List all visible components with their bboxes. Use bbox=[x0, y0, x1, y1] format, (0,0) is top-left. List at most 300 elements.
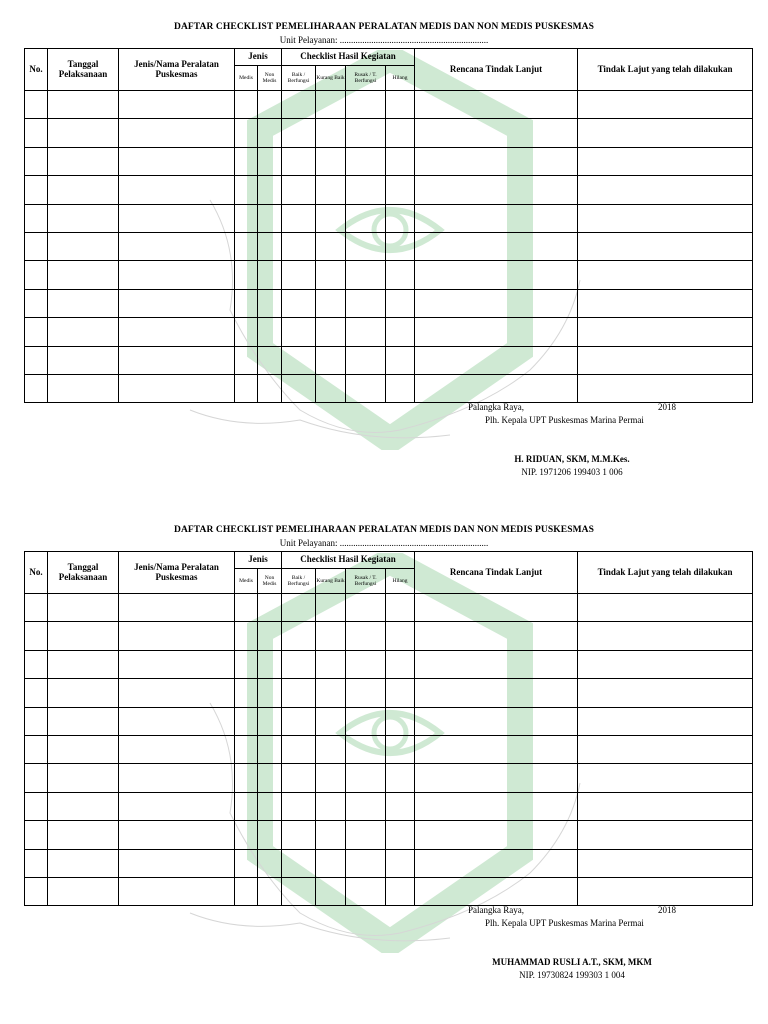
table-cell[interactable] bbox=[119, 374, 235, 402]
table-cell[interactable] bbox=[578, 176, 753, 204]
table-cell[interactable] bbox=[25, 374, 48, 402]
table-row bbox=[25, 147, 753, 175]
table-cell[interactable] bbox=[235, 821, 258, 849]
table-cell[interactable] bbox=[346, 679, 386, 707]
col-header-hilang: Hilang bbox=[386, 66, 415, 91]
table-cell[interactable] bbox=[119, 261, 235, 289]
table-cell[interactable] bbox=[415, 147, 578, 175]
table-cell[interactable] bbox=[578, 261, 753, 289]
table-cell[interactable] bbox=[25, 346, 48, 374]
table-cell[interactable] bbox=[346, 232, 386, 260]
table-cell[interactable] bbox=[25, 91, 48, 119]
table-cell[interactable] bbox=[48, 374, 119, 402]
table-cell[interactable] bbox=[282, 346, 316, 374]
table-cell[interactable] bbox=[386, 821, 415, 849]
col-header-medis: Medis bbox=[235, 66, 258, 91]
table-cell[interactable] bbox=[282, 792, 316, 820]
table-cell[interactable] bbox=[25, 261, 48, 289]
table-cell[interactable] bbox=[346, 622, 386, 650]
table-cell[interactable] bbox=[282, 594, 316, 622]
col-header-baik: Baik / Berfungsi bbox=[282, 66, 316, 91]
table-cell[interactable] bbox=[316, 735, 346, 763]
table-row bbox=[25, 849, 753, 877]
table-cell[interactable] bbox=[386, 849, 415, 877]
table-cell[interactable] bbox=[316, 764, 346, 792]
table-cell[interactable] bbox=[346, 119, 386, 147]
table-cell[interactable] bbox=[119, 594, 235, 622]
table-cell[interactable] bbox=[48, 622, 119, 650]
table-cell[interactable] bbox=[48, 261, 119, 289]
table-cell[interactable] bbox=[119, 119, 235, 147]
table-cell[interactable] bbox=[386, 289, 415, 317]
table-row bbox=[25, 374, 753, 402]
table-cell[interactable] bbox=[346, 204, 386, 232]
table-cell[interactable] bbox=[316, 849, 346, 877]
table-cell[interactable] bbox=[258, 147, 282, 175]
table-cell[interactable] bbox=[25, 176, 48, 204]
table-cell[interactable] bbox=[119, 91, 235, 119]
table-cell[interactable] bbox=[25, 679, 48, 707]
table-cell[interactable] bbox=[119, 204, 235, 232]
table-cell[interactable] bbox=[235, 232, 258, 260]
table-cell[interactable] bbox=[386, 176, 415, 204]
table-cell[interactable] bbox=[25, 147, 48, 175]
table-cell[interactable] bbox=[235, 147, 258, 175]
table-cell[interactable] bbox=[235, 735, 258, 763]
table-cell[interactable] bbox=[578, 707, 753, 735]
table-cell[interactable] bbox=[346, 707, 386, 735]
table-cell[interactable] bbox=[316, 707, 346, 735]
table-cell[interactable] bbox=[235, 679, 258, 707]
table-cell[interactable] bbox=[282, 261, 316, 289]
table-cell[interactable] bbox=[316, 594, 346, 622]
table-cell[interactable] bbox=[415, 204, 578, 232]
table-cell[interactable] bbox=[119, 232, 235, 260]
col-header-jenis: Jenis bbox=[235, 552, 282, 569]
table-cell[interactable] bbox=[316, 176, 346, 204]
table-cell[interactable] bbox=[578, 289, 753, 317]
table-row bbox=[25, 792, 753, 820]
table-cell[interactable] bbox=[346, 374, 386, 402]
table-cell[interactable] bbox=[235, 792, 258, 820]
table-row bbox=[25, 650, 753, 678]
col-header-medis: Medis bbox=[235, 569, 258, 594]
table-cell[interactable] bbox=[316, 622, 346, 650]
table-cell[interactable] bbox=[578, 650, 753, 678]
table-cell[interactable] bbox=[282, 119, 316, 147]
table-cell[interactable] bbox=[415, 877, 578, 905]
unit-pelayanan-label: Unit Pelayanan: .................................................................. bbox=[279, 35, 489, 45]
col-header-kurang: Kurang Baik bbox=[316, 66, 346, 91]
col-header-hilang: Hilang bbox=[386, 569, 415, 594]
table-cell[interactable] bbox=[235, 707, 258, 735]
table-cell[interactable] bbox=[48, 318, 119, 346]
table-cell[interactable] bbox=[235, 764, 258, 792]
col-header-non-medis: Non Medis bbox=[258, 569, 282, 594]
table-cell[interactable] bbox=[282, 289, 316, 317]
table-cell[interactable] bbox=[415, 735, 578, 763]
table-cell[interactable] bbox=[119, 792, 235, 820]
table-cell[interactable] bbox=[119, 176, 235, 204]
table-cell[interactable] bbox=[316, 232, 346, 260]
signature-name: H. RIDUAN, SKM, M.M.Kes. bbox=[514, 454, 630, 464]
table-cell[interactable] bbox=[346, 877, 386, 905]
table-cell[interactable] bbox=[346, 792, 386, 820]
table-cell[interactable] bbox=[282, 650, 316, 678]
table-cell[interactable] bbox=[415, 176, 578, 204]
table-cell[interactable] bbox=[316, 261, 346, 289]
unit-pelayanan-label: Unit Pelayanan: .................................................................. bbox=[279, 538, 489, 548]
table-cell[interactable] bbox=[282, 204, 316, 232]
col-header-tanggal: Tanggal Pelaksanaan bbox=[48, 552, 119, 594]
col-header-non-medis: Non Medis bbox=[258, 66, 282, 91]
table-cell[interactable] bbox=[119, 650, 235, 678]
table-cell[interactable] bbox=[119, 764, 235, 792]
table-cell[interactable] bbox=[258, 735, 282, 763]
table-cell[interactable] bbox=[316, 374, 346, 402]
table-cell[interactable] bbox=[258, 176, 282, 204]
table-cell[interactable] bbox=[25, 735, 48, 763]
table-cell[interactable] bbox=[25, 849, 48, 877]
table-cell[interactable] bbox=[119, 735, 235, 763]
table-cell[interactable] bbox=[48, 594, 119, 622]
table-cell[interactable] bbox=[578, 91, 753, 119]
table-cell[interactable] bbox=[282, 91, 316, 119]
table-cell[interactable] bbox=[48, 707, 119, 735]
table-cell[interactable] bbox=[258, 346, 282, 374]
table-cell[interactable] bbox=[346, 849, 386, 877]
table-cell[interactable] bbox=[119, 622, 235, 650]
table-cell[interactable] bbox=[346, 318, 386, 346]
table-cell[interactable] bbox=[25, 877, 48, 905]
table-cell[interactable] bbox=[235, 176, 258, 204]
table-cell[interactable] bbox=[48, 877, 119, 905]
table-cell[interactable] bbox=[578, 147, 753, 175]
table-cell[interactable] bbox=[25, 232, 48, 260]
table-cell[interactable] bbox=[25, 622, 48, 650]
table-cell[interactable] bbox=[48, 792, 119, 820]
table-cell[interactable] bbox=[578, 204, 753, 232]
table-cell[interactable] bbox=[235, 119, 258, 147]
table-cell[interactable] bbox=[316, 289, 346, 317]
table-cell[interactable] bbox=[386, 764, 415, 792]
signature-nip: NIP. 19730824 199303 1 004 bbox=[519, 970, 625, 980]
table-cell[interactable] bbox=[386, 877, 415, 905]
table-cell[interactable] bbox=[316, 821, 346, 849]
col-header-no: No. bbox=[25, 552, 48, 594]
table-cell[interactable] bbox=[386, 91, 415, 119]
table-cell[interactable] bbox=[415, 261, 578, 289]
checklist-table bbox=[24, 48, 753, 403]
table-cell[interactable] bbox=[235, 289, 258, 317]
table-cell[interactable] bbox=[346, 764, 386, 792]
table-row bbox=[25, 821, 753, 849]
table-cell[interactable] bbox=[386, 679, 415, 707]
table-cell[interactable] bbox=[578, 821, 753, 849]
table-body bbox=[25, 594, 753, 906]
table-cell[interactable] bbox=[386, 318, 415, 346]
table-cell[interactable] bbox=[415, 119, 578, 147]
table-cell[interactable] bbox=[48, 176, 119, 204]
table-cell[interactable] bbox=[258, 821, 282, 849]
table-cell[interactable] bbox=[235, 261, 258, 289]
table-cell[interactable] bbox=[48, 119, 119, 147]
table-cell[interactable] bbox=[48, 735, 119, 763]
table-cell[interactable] bbox=[386, 147, 415, 175]
table-cell[interactable] bbox=[282, 622, 316, 650]
table-cell[interactable] bbox=[119, 289, 235, 317]
table-cell[interactable] bbox=[235, 650, 258, 678]
table-cell[interactable] bbox=[316, 91, 346, 119]
table-cell[interactable] bbox=[48, 232, 119, 260]
form-title: DAFTAR CHECKLIST PEMELIHARAAN PERALATAN MEDIS DAN NON MEDIS PUSKESMAS bbox=[173, 525, 594, 535]
table-cell[interactable] bbox=[48, 764, 119, 792]
table-cell[interactable] bbox=[258, 622, 282, 650]
table-cell[interactable] bbox=[119, 849, 235, 877]
table-cell[interactable] bbox=[235, 91, 258, 119]
table-row bbox=[25, 232, 753, 260]
table-cell[interactable] bbox=[386, 261, 415, 289]
table-cell[interactable] bbox=[25, 707, 48, 735]
table-row bbox=[25, 594, 753, 622]
form-title: DAFTAR CHECKLIST PEMELIHARAAN PERALATAN MEDIS DAN NON MEDIS PUSKESMAS bbox=[173, 22, 594, 32]
table-cell[interactable] bbox=[346, 650, 386, 678]
table-cell[interactable] bbox=[25, 204, 48, 232]
table-row bbox=[25, 707, 753, 735]
table-cell[interactable] bbox=[235, 374, 258, 402]
table-cell[interactable] bbox=[258, 707, 282, 735]
table-cell[interactable] bbox=[48, 91, 119, 119]
table-cell[interactable] bbox=[119, 707, 235, 735]
table-cell[interactable] bbox=[316, 119, 346, 147]
table-cell[interactable] bbox=[25, 792, 48, 820]
table-cell[interactable] bbox=[386, 346, 415, 374]
table-row bbox=[25, 289, 753, 317]
table-cell[interactable] bbox=[386, 707, 415, 735]
table-cell[interactable] bbox=[316, 204, 346, 232]
col-header-baik: Baik / Berfungsi bbox=[282, 569, 316, 594]
signature-city: Palangka Raya, bbox=[468, 402, 524, 412]
table-cell[interactable] bbox=[386, 594, 415, 622]
col-header-rusak: Rusak / T. Berfungsi bbox=[346, 66, 386, 91]
table-cell[interactable] bbox=[258, 289, 282, 317]
table-cell[interactable] bbox=[316, 650, 346, 678]
col-header-jenis: Jenis bbox=[235, 49, 282, 66]
table-cell[interactable] bbox=[282, 147, 316, 175]
signature-city: Palangka Raya, bbox=[468, 905, 524, 915]
col-header-rencana: Rencana Tindak Lanjut bbox=[415, 49, 578, 91]
table-cell[interactable] bbox=[578, 764, 753, 792]
table-cell[interactable] bbox=[415, 346, 578, 374]
table-cell[interactable] bbox=[25, 318, 48, 346]
table-cell[interactable] bbox=[119, 147, 235, 175]
table-cell[interactable] bbox=[235, 346, 258, 374]
table-cell[interactable] bbox=[48, 204, 119, 232]
table-cell[interactable] bbox=[258, 792, 282, 820]
table-cell[interactable] bbox=[386, 792, 415, 820]
signature-nip: NIP. 1971206 199403 1 006 bbox=[521, 467, 623, 477]
table-cell[interactable] bbox=[258, 119, 282, 147]
table-row bbox=[25, 735, 753, 763]
table-cell[interactable] bbox=[346, 261, 386, 289]
table-cell[interactable] bbox=[48, 650, 119, 678]
table-cell[interactable] bbox=[235, 204, 258, 232]
col-header-jenis-nama: Jenis/Nama Peralatan Puskesmas bbox=[119, 552, 235, 594]
table-cell[interactable] bbox=[316, 318, 346, 346]
col-header-tindak: Tindak Lajut yang telah dilakukan bbox=[578, 552, 753, 594]
table-cell[interactable] bbox=[415, 594, 578, 622]
table-cell[interactable] bbox=[578, 594, 753, 622]
table-cell[interactable] bbox=[235, 622, 258, 650]
table-row bbox=[25, 877, 753, 905]
table-cell[interactable] bbox=[25, 119, 48, 147]
table-cell[interactable] bbox=[258, 91, 282, 119]
table-cell[interactable] bbox=[346, 91, 386, 119]
table-cell[interactable] bbox=[346, 594, 386, 622]
table-cell[interactable] bbox=[282, 232, 316, 260]
checklist-table bbox=[24, 551, 753, 906]
table-cell[interactable] bbox=[578, 346, 753, 374]
table-cell[interactable] bbox=[258, 374, 282, 402]
table-cell[interactable] bbox=[415, 232, 578, 260]
table-cell[interactable] bbox=[258, 877, 282, 905]
table-cell[interactable] bbox=[258, 318, 282, 346]
table-cell[interactable] bbox=[386, 374, 415, 402]
table-cell[interactable] bbox=[119, 679, 235, 707]
table-cell[interactable] bbox=[578, 119, 753, 147]
checklist-form-1 bbox=[0, 0, 768, 490]
table-cell[interactable] bbox=[386, 622, 415, 650]
table-cell[interactable] bbox=[386, 204, 415, 232]
table-cell[interactable] bbox=[235, 877, 258, 905]
col-header-tindak: Tindak Lajut yang telah dilakukan bbox=[578, 49, 753, 91]
table-cell[interactable] bbox=[258, 204, 282, 232]
table-cell[interactable] bbox=[282, 176, 316, 204]
table-cell[interactable] bbox=[119, 346, 235, 374]
table-cell[interactable] bbox=[48, 849, 119, 877]
table-cell[interactable] bbox=[48, 821, 119, 849]
table-cell[interactable] bbox=[415, 374, 578, 402]
table-cell[interactable] bbox=[346, 176, 386, 204]
table-cell[interactable] bbox=[578, 877, 753, 905]
table-cell[interactable] bbox=[316, 679, 346, 707]
table-cell[interactable] bbox=[415, 650, 578, 678]
col-header-tanggal: Tanggal Pelaksanaan bbox=[48, 49, 119, 91]
table-cell[interactable] bbox=[415, 821, 578, 849]
table-cell[interactable] bbox=[415, 707, 578, 735]
table-cell[interactable] bbox=[235, 849, 258, 877]
col-header-rencana: Rencana Tindak Lanjut bbox=[415, 552, 578, 594]
table-cell[interactable] bbox=[258, 849, 282, 877]
table-cell[interactable] bbox=[346, 346, 386, 374]
table-cell[interactable] bbox=[119, 877, 235, 905]
checklist-form-2 bbox=[0, 503, 768, 993]
table-row bbox=[25, 119, 753, 147]
table-cell[interactable] bbox=[578, 622, 753, 650]
table-cell[interactable] bbox=[119, 821, 235, 849]
table-cell[interactable] bbox=[316, 792, 346, 820]
table-cell[interactable] bbox=[386, 232, 415, 260]
table-row bbox=[25, 204, 753, 232]
table-cell[interactable] bbox=[48, 289, 119, 317]
table-cell[interactable] bbox=[282, 374, 316, 402]
table-cell[interactable] bbox=[415, 679, 578, 707]
table-cell[interactable] bbox=[346, 147, 386, 175]
table-row bbox=[25, 318, 753, 346]
table-cell[interactable] bbox=[235, 594, 258, 622]
table-cell[interactable] bbox=[578, 679, 753, 707]
table-cell[interactable] bbox=[415, 849, 578, 877]
table-cell[interactable] bbox=[578, 318, 753, 346]
col-header-checklist: Checklist Hasil Kegiatan bbox=[282, 552, 415, 569]
table-cell[interactable] bbox=[386, 650, 415, 678]
table-row bbox=[25, 622, 753, 650]
table-cell[interactable] bbox=[258, 679, 282, 707]
table-cell[interactable] bbox=[346, 289, 386, 317]
table-cell[interactable] bbox=[282, 877, 316, 905]
table-cell[interactable] bbox=[346, 735, 386, 763]
table-cell[interactable] bbox=[386, 119, 415, 147]
signature-year: 2018 bbox=[658, 402, 676, 412]
table-cell[interactable] bbox=[119, 318, 235, 346]
table-cell[interactable] bbox=[25, 764, 48, 792]
table-cell[interactable] bbox=[415, 622, 578, 650]
table-cell[interactable] bbox=[415, 318, 578, 346]
table-cell[interactable] bbox=[25, 289, 48, 317]
table-cell[interactable] bbox=[25, 594, 48, 622]
table-cell[interactable] bbox=[25, 821, 48, 849]
table-cell[interactable] bbox=[25, 650, 48, 678]
table-cell[interactable] bbox=[578, 374, 753, 402]
table-cell[interactable] bbox=[258, 594, 282, 622]
table-cell[interactable] bbox=[415, 764, 578, 792]
table-cell[interactable] bbox=[282, 679, 316, 707]
table-cell[interactable] bbox=[415, 91, 578, 119]
table-cell[interactable] bbox=[578, 735, 753, 763]
table-cell[interactable] bbox=[258, 650, 282, 678]
table-cell[interactable] bbox=[316, 346, 346, 374]
table-cell[interactable] bbox=[415, 289, 578, 317]
table-cell[interactable] bbox=[48, 679, 119, 707]
table-cell[interactable] bbox=[282, 707, 316, 735]
table-cell[interactable] bbox=[415, 792, 578, 820]
table-cell[interactable] bbox=[258, 261, 282, 289]
table-cell[interactable] bbox=[578, 792, 753, 820]
table-cell[interactable] bbox=[282, 735, 316, 763]
table-cell[interactable] bbox=[578, 232, 753, 260]
table-cell[interactable] bbox=[386, 735, 415, 763]
table-cell[interactable] bbox=[48, 346, 119, 374]
table-row bbox=[25, 176, 753, 204]
col-header-jenis-nama: Jenis/Nama Peralatan Puskesmas bbox=[119, 49, 235, 91]
table-cell[interactable] bbox=[316, 877, 346, 905]
table-body bbox=[25, 91, 753, 403]
table-cell[interactable] bbox=[346, 821, 386, 849]
table-cell[interactable] bbox=[282, 318, 316, 346]
table-cell[interactable] bbox=[258, 232, 282, 260]
table-cell[interactable] bbox=[282, 821, 316, 849]
table-cell[interactable] bbox=[48, 147, 119, 175]
table-cell[interactable] bbox=[235, 318, 258, 346]
table-cell[interactable] bbox=[282, 764, 316, 792]
col-header-no: No. bbox=[25, 49, 48, 91]
table-cell[interactable] bbox=[578, 849, 753, 877]
table-cell[interactable] bbox=[282, 849, 316, 877]
signature-name: MUHAMMAD RUSLI A.T., SKM, MKM bbox=[492, 957, 652, 967]
table-row bbox=[25, 91, 753, 119]
table-cell[interactable] bbox=[258, 764, 282, 792]
table-cell[interactable] bbox=[316, 147, 346, 175]
